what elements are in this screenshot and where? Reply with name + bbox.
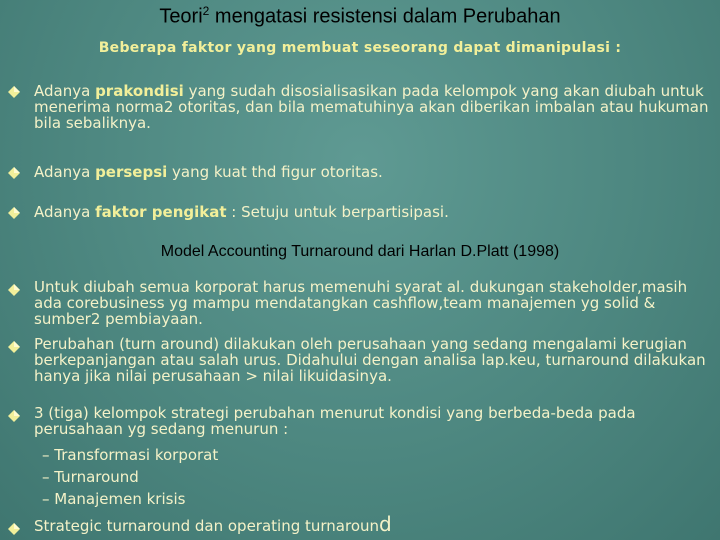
- point-faktor-pengikat: [34, 204, 716, 220]
- point-persepsi: [34, 164, 716, 180]
- title-suffix: mengatasi resistensi dalam Perubahan: [209, 5, 561, 28]
- point-highlight: prakondisi: [95, 82, 184, 100]
- model-point-turnaround: Perubahan (turn around) dilakukan oleh perusahaan yang sedang mengalami kerugian berkepanjangan atau salah urus. Didahului dengan analisa lap.keu, turnaround dilakukan hanya jika nilai perusahaan > nilai likuidasinya.: [34, 335, 706, 385]
- last-point-text: Strategic turnaround dan operating turnaroun: [34, 517, 380, 535]
- model-point-strategi: 3 (tiga) kelompok strategi perubahan menurut kondisi yang berbeda-beda pada perusahaan yg sedang menurun :: [34, 404, 636, 438]
- point-prakondisi: [34, 83, 716, 131]
- sub-point-turnaround: – Turnaround: [42, 468, 139, 486]
- diamond-bullet-icon: [8, 284, 20, 296]
- title-prefix: Teori: [159, 5, 203, 28]
- diamond-bullet-icon: [8, 207, 20, 219]
- slide-title: [0, 4, 720, 29]
- model-point-syarat: Untuk diubah semua korporat harus memenuhi syarat al. dukungan stakeholder,masih ada corebusiness yg mampu mendatangkan cashflow,team manajemen yg solid & sumber2 pembiayaan.: [34, 278, 688, 328]
- diamond-bullet-icon: [8, 341, 20, 353]
- point-body: : Setuju untuk berpartisipasi.: [226, 203, 449, 221]
- sub-point-manajemen-krisis: – Manajemen krisis: [42, 490, 186, 508]
- title-superscript: 2: [202, 4, 210, 18]
- point-strategic-turnaround: [34, 512, 716, 536]
- sub-point-transformasi: – Transformasi korporat: [42, 446, 219, 464]
- diamond-bullet-icon: [8, 410, 20, 422]
- diamond-bullet-icon: [8, 167, 20, 179]
- model-heading: Model Accounting Turnaround dari Harlan D.Platt (1998): [160, 243, 560, 260]
- point-prefix: Adanya: [34, 163, 96, 181]
- point-highlight: faktor pengikat: [95, 203, 227, 221]
- point-highlight: persepsi: [95, 163, 168, 181]
- slide-subtitle: Beberapa faktor yang membuat seseorang dapat dimanipulasi :: [98, 40, 622, 56]
- point-prefix: Adanya: [34, 203, 96, 221]
- last-point-tail: d: [379, 512, 392, 536]
- diamond-bullet-icon: [8, 86, 20, 98]
- point-body: yang sudah disosialisasikan pada kelompok yang akan diubah untuk menerima norma2 otoritas, dan bila mematuhinya akan diberikan imbalan atau hukuman bila sebaliknya.: [34, 82, 709, 132]
- point-prefix: Adanya: [34, 82, 96, 100]
- point-body: yang kuat thd figur otoritas.: [167, 163, 383, 181]
- diamond-bullet-icon: [8, 523, 20, 535]
